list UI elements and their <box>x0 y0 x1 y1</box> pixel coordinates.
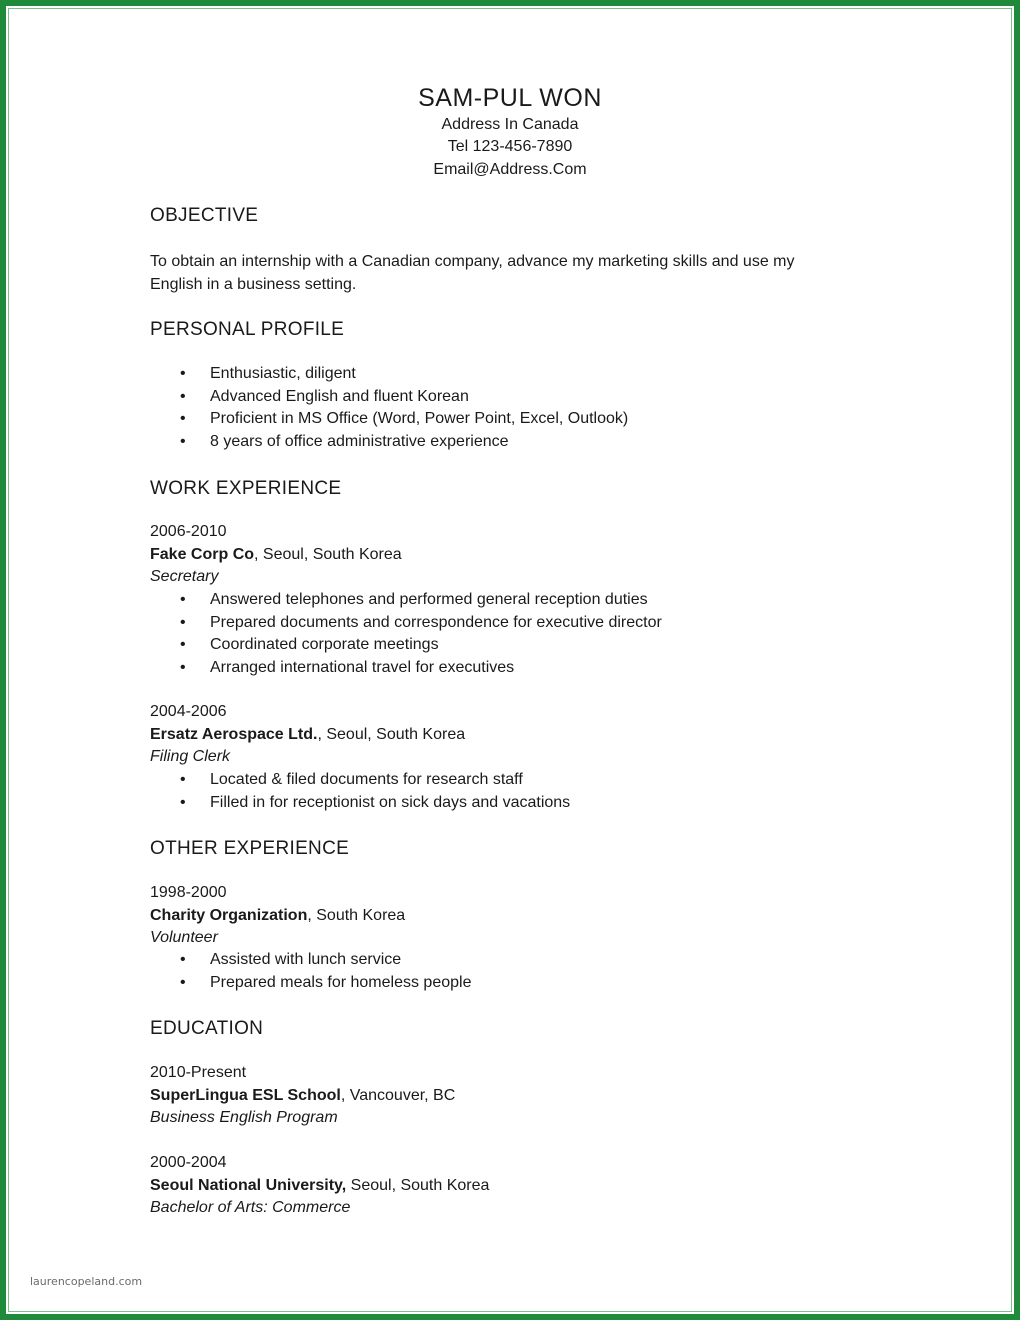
bullet-icon: • <box>180 410 186 427</box>
phone-line: Tel 123-456-7890 <box>447 138 573 155</box>
job-duties-list <box>150 589 662 679</box>
address-line: Address In Canada <box>441 116 579 133</box>
list-item <box>150 972 471 995</box>
other-experience-heading: OTHER EXPERIENCE <box>150 838 350 859</box>
education-entry <box>150 1062 850 1130</box>
company-location: , Seoul, South Korea <box>317 725 466 743</box>
organization-name: Charity Organization <box>150 906 308 924</box>
bullet-icon: • <box>180 387 186 405</box>
list-item-text: Advanced English and fluent Korean <box>210 387 469 405</box>
job-years: 2004-2006 <box>150 703 227 720</box>
bullet-icon: • <box>180 658 186 676</box>
list-item-text: Prepared meals for homeless people <box>210 973 472 991</box>
profile-list <box>150 363 628 453</box>
company-location: , Seoul, South Korea <box>254 545 402 563</box>
list-item <box>150 792 570 815</box>
job-employer <box>150 724 850 747</box>
work-experience-heading: WORK EXPERIENCE <box>150 478 342 499</box>
list-item <box>150 408 628 431</box>
objective-heading: OBJECTIVE <box>150 205 259 226</box>
job-employer <box>150 544 850 567</box>
bullet-icon: • <box>180 591 186 608</box>
list-item-text: Prepared documents and correspondence for executive director <box>210 613 662 631</box>
other-duties-list <box>150 949 471 994</box>
bullet-icon: • <box>180 365 186 382</box>
job-entry <box>150 701 850 769</box>
job-title: Secretary <box>150 568 219 585</box>
personal-profile-heading: PERSONAL PROFILE <box>150 319 345 340</box>
education-years: 2000-2004 <box>150 1154 227 1171</box>
list-item-text: 8 years of office administrative experience <box>210 432 509 450</box>
bullet-icon: • <box>180 793 186 811</box>
list-item <box>150 657 662 680</box>
job-years: 2006-2010 <box>150 523 227 540</box>
list-item-text: Assisted with lunch service <box>210 951 402 968</box>
bullet-icon: • <box>180 973 186 991</box>
bullet-icon: • <box>180 432 186 450</box>
objective-text <box>150 251 850 296</box>
school-name: SuperLingua ESL School <box>150 1086 341 1104</box>
applicant-name: SAM-PUL WON <box>418 84 602 112</box>
bullet-icon: • <box>180 771 186 788</box>
list-item <box>150 612 662 635</box>
organization-location: , South Korea <box>307 906 406 924</box>
other-organization <box>150 905 850 928</box>
education-program: Business English Program <box>150 1109 338 1126</box>
other-role: Volunteer <box>150 929 218 946</box>
job-entry <box>150 521 850 589</box>
bullet-icon: • <box>180 636 186 653</box>
list-item-text: Enthusiastic, diligent <box>210 365 356 382</box>
list-item <box>150 634 662 657</box>
list-item <box>150 386 628 409</box>
list-item-text: Arranged international travel for executives <box>210 658 515 676</box>
list-item-text: Answered telephones and performed general reception duties <box>210 591 648 608</box>
list-item-text: Filled in for receptionist on sick days and vacations <box>210 793 571 811</box>
list-item-text: Located & filed documents for research staff <box>210 771 523 788</box>
objective-line: English in a business setting. <box>150 275 357 293</box>
list-item-text: Coordinated corporate meetings <box>210 636 439 653</box>
list-item-text: Proficient in MS Office (Word, Power Point, Excel, Outlook) <box>210 410 629 427</box>
company-name: Fake Corp Co <box>150 545 255 563</box>
education-school <box>150 1085 850 1108</box>
job-duties-list <box>150 769 570 814</box>
bullet-icon: • <box>180 951 186 968</box>
list-item <box>150 431 628 454</box>
objective-line: To obtain an internship with a Canadian company, advance my marketing skills and use my <box>150 253 795 270</box>
school-name: Seoul National University, <box>150 1176 347 1194</box>
list-item <box>150 589 662 612</box>
watermark: laurencopeland.com <box>30 1275 143 1288</box>
job-title: Filing Clerk <box>150 748 231 765</box>
education-heading: EDUCATION <box>150 1018 264 1039</box>
education-school <box>150 1175 850 1198</box>
company-name: Ersatz Aerospace Ltd. <box>150 725 318 743</box>
school-location: Seoul, South Korea <box>346 1176 490 1194</box>
list-item <box>150 949 471 972</box>
other-entry <box>150 882 850 950</box>
bullet-icon: • <box>180 613 186 631</box>
education-entry <box>150 1152 850 1220</box>
other-years: 1998-2000 <box>150 884 227 901</box>
education-years: 2010-Present <box>150 1064 247 1081</box>
school-location: , Vancouver, BC <box>340 1086 456 1104</box>
email-line: Email@Address.Com <box>433 161 587 178</box>
list-item <box>150 363 628 386</box>
education-program: Bachelor of Arts: Commerce <box>150 1199 351 1216</box>
list-item <box>150 769 570 792</box>
